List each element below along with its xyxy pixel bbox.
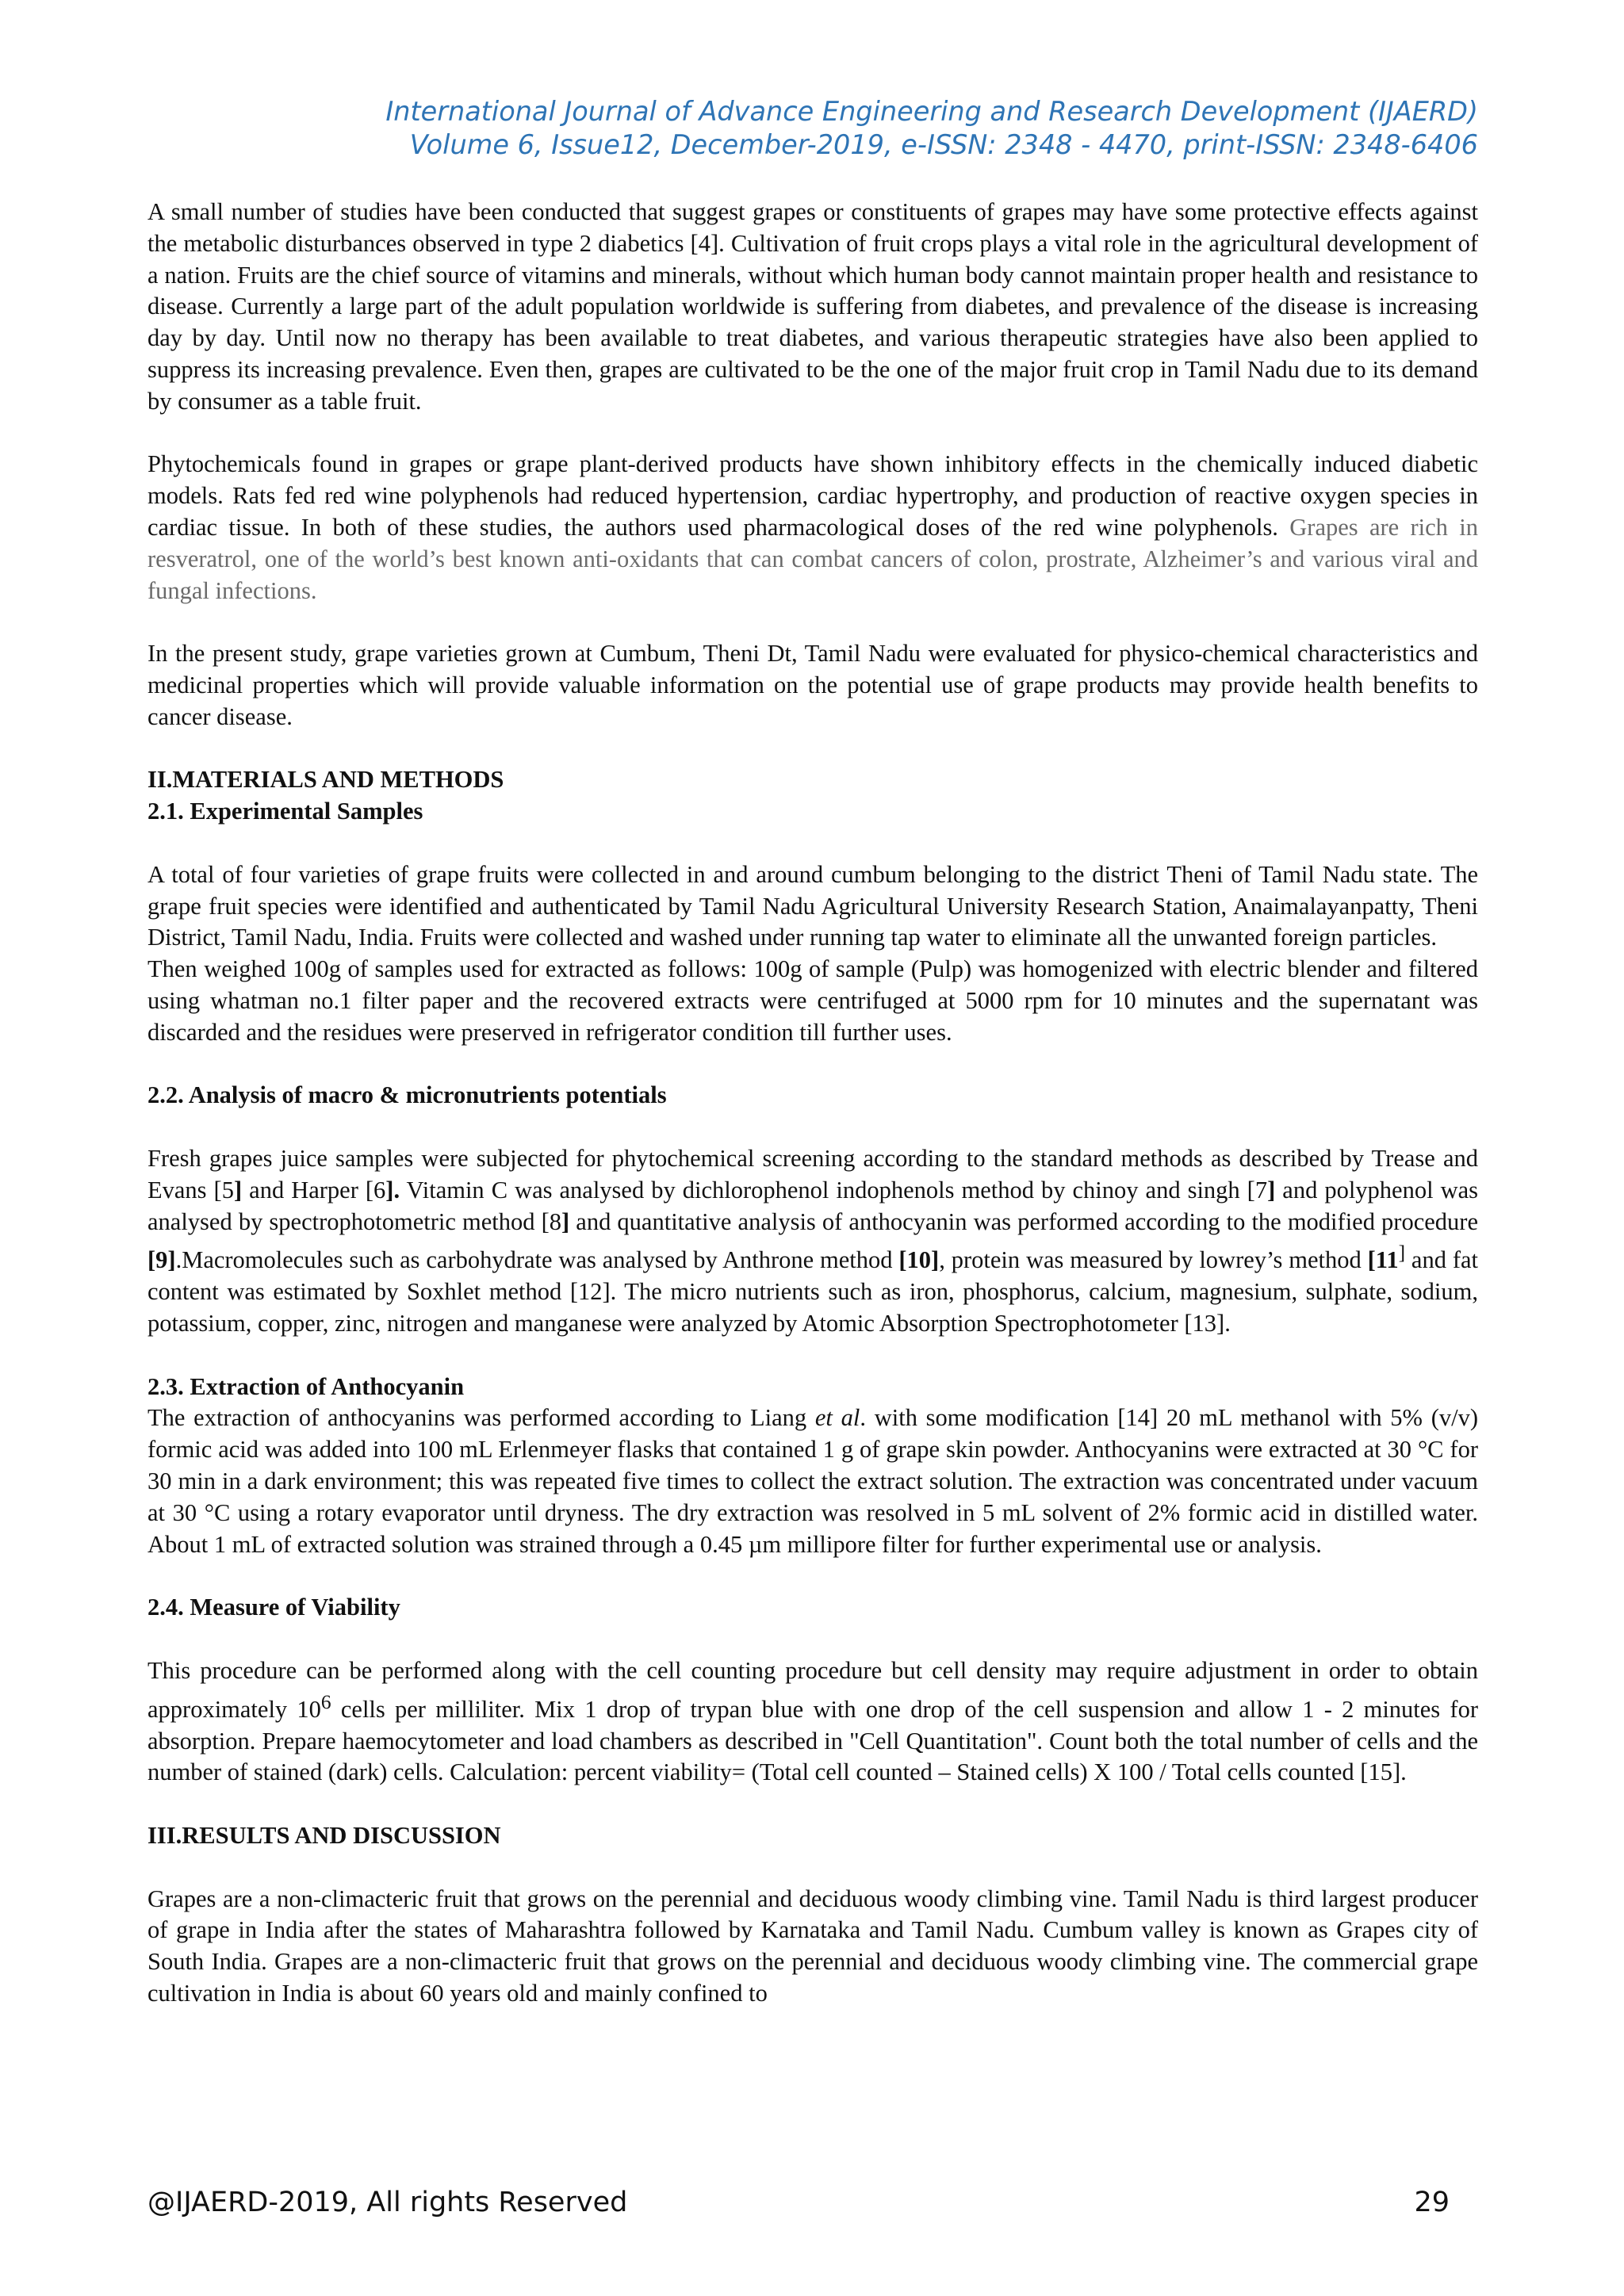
bold-run: ] <box>561 1207 570 1235</box>
italic-run: et al <box>814 1404 860 1432</box>
journal-header <box>82 95 1478 162</box>
bold-run: ] <box>233 1176 243 1203</box>
journal-issue-info: Volume 6, Issue12, December-2019, e-ISSN: 2348 - 4470, print-ISSN: 2348-6406 <box>409 129 1478 160</box>
paragraph-2-1-b: Then weighed 100g of samples used for extracted as follows: 100g of sample (Pulp) was homogenized with electric blender and filtered using whatman no.1 filter paper and the recovered extracts were centrifuged at 5000 rpm for 10 minutes and the supernatant was discarded and the residues were preserved in refrigerator condition till further uses. <box>147 955 1478 1046</box>
section-title-results: III.RESULTS AND DISCUSSION <box>147 1821 501 1849</box>
bold-run: [10] <box>898 1246 940 1274</box>
paragraph-2-1-a: A total of four varieties of grape fruits were collected in and around cumbum belonging to the district Theni of Tamil Nadu state. The grape fruit species were identified and authenticated by Tamil Nadu Agricultural University Research Station, Anaimalayanpatty, Theni District, Tamil Nadu, India. Fruits were collected and washed under running tap water to eliminate all the unwanted foreign particles. <box>147 860 1478 951</box>
text-run: . with some modification [14] 20 mL methanol with 5% (v/v) formic acid was added into 100 mL Erlenmeyer flasks that contained 1 g of grape skin powder. Anthocyanins were extracted at 30 °C for 30 min in a dark environment; this was repeated five times to collect the extract solution. The extraction was concentrated under vacuum at 30 °C using a rotary evaporator until dryness. The dry extraction was resolved in 5 mL solvent of 2% formic acid in distilled water. About 1 mL of extracted solution was strained through a 0.45 µm millipore filter for further experimental use or analysis. <box>147 1404 1478 1558</box>
bold-run: ]. <box>385 1176 400 1203</box>
intro-paragraph-2 <box>147 449 1478 607</box>
intro-paragraph-2-gray: Grapes are rich in resveratrol, one of the world’s best known anti-oxidants that can combat cancers of colon, prostrate, Alzheimer’s and various viral and fungal infections. <box>147 513 1478 604</box>
text-run: .Macromolecules such as carbohydrate was analysed by Anthrone method <box>175 1246 899 1274</box>
text-run: and fat content was estimated by Soxhlet method [12]. The micro nutrients such as iron, phosphorus, calcium, magnesium, sulphate, sodium, potassium, copper, zinc, nitrogen and manganese were analyzed by Atomic Absorption Spectrophotometer [13]. <box>147 1246 1478 1337</box>
paragraph-2-2 <box>147 1143 1478 1340</box>
footer-copyright: @IJAERD-2019, All rights Reserved <box>147 2187 628 2218</box>
intro-paragraph-3: In the present study, grape varieties grown at Cumbum, Theni Dt, Tamil Nadu were evaluated for physico-chemical characteristics and medicinal properties which will provide valuable information on the potential use of grape products may provide health benefits to cancer disease. <box>147 640 1478 730</box>
footer-page-number: 29 <box>1414 2187 1450 2218</box>
text-run: cells per milliliter. Mix 1 drop of trypan blue with one drop of the cell suspension and allow 1 - 2 minutes for absorption. Prepare haemocytometer and load chambers as described in "Cell Quantitation". Count both the total number of cells and the number of stained (dark) cells. Calculation: percent viability= (Total cell counted – Stained cells) X 100 / Total cells counted [15]. <box>147 1695 1478 1786</box>
superscript: 6 <box>320 1690 331 1713</box>
subsection-title-2-2: 2.2. Analysis of macro & micronutrients potentials <box>147 1081 667 1109</box>
journal-title: International Journal of Advance Engineering and Research Development (IJAERD) <box>385 96 1478 127</box>
bold-run: [9] <box>147 1246 176 1274</box>
text-run: and polyphenol was analysed by spectrophotometric method [8 <box>147 1176 1479 1235</box>
bold-run: ] <box>1267 1176 1276 1203</box>
subsection-title-2-1: 2.1. Experimental Samples <box>147 798 423 825</box>
intro-paragraph-1: A small number of studies have been conducted that suggest grapes or constituents of grapes may have some protective effects against the metabolic disturbances observed in type 2 diabetics [4]. Cultivation of fruit crops plays a vital role in the agricultural development of a nation. Fruits are the chief source of vitamins and minerals, without which human body cannot maintain proper health and resistance to disease. Currently a large part of the adult population worldwide is suffering from diabetes, and prevalence of the disease is increasing day by day. Until now no therapy has been available to treat diabetes, and various therapeutic strategies have also been applied to suppress its increasing prevalence. Even then, grapes are cultivated to be the one of the major fruit crop in Tamil Nadu due to its demand by consumer as a table fruit. <box>147 198 1478 415</box>
body-text <box>147 197 1478 2010</box>
superscript: ] <box>1398 1242 1406 1265</box>
text-run: , protein was measured by lowrey’s method <box>939 1246 1368 1274</box>
text-run: The extraction of anthocyanins was performed according to Liang <box>147 1404 815 1432</box>
section-title-materials: II.MATERIALS AND METHODS <box>147 766 504 794</box>
text-run: Fresh grapes juice samples were subjected for phytochemical screening according to the standard methods as described by Trease and Evans [5 <box>147 1144 1478 1203</box>
paragraph-2-4 <box>147 1655 1478 1789</box>
subsection-title-2-4: 2.4. Measure of Viability <box>147 1594 400 1621</box>
text-run: and quantitative analysis of anthocyanin was performed according to the modified procedure <box>569 1207 1478 1235</box>
intro-paragraph-2-main: Phytochemicals found in grapes or grape plant-derived products have shown inhibitory effects in the chemically induced diabetic models. Rats fed red wine polyphenols had reduced hypertension, cardiac hypertrophy, and production of reactive oxygen species in cardiac tissue. In both of these studies, the authors used pharmacological doses of the red wine polyphenols. <box>147 450 1478 541</box>
text-run: This procedure can be performed along with the cell counting procedure but cell density may require adjustment in order to obtain approximately 10 <box>147 1656 1478 1723</box>
text-run: Vitamin C was analysed by dichlorophenol indophenols method by chinoy and singh [7 <box>400 1176 1268 1203</box>
paragraph-results: Grapes are a non-climacteric fruit that grows on the perennial and deciduous woody climbing vine. Tamil Nadu is third largest producer of grape in India after the states of Maharashtra followed by Karnataka and Tamil Nadu. Cumbum valley is known as Grapes city of South India. Grapes are a non-climacteric fruit that grows on the perennial and deciduous woody climbing vine. The commercial grape cultivation in India is about 60 years old and mainly confined to <box>147 1885 1478 2007</box>
text-run: and Harper [6 <box>242 1176 386 1203</box>
subsection-title-2-3: 2.3. Extraction of Anthocyanin <box>147 1372 465 1400</box>
bold-run: [11 <box>1367 1246 1399 1274</box>
paragraph-2-3 <box>147 1402 1478 1560</box>
